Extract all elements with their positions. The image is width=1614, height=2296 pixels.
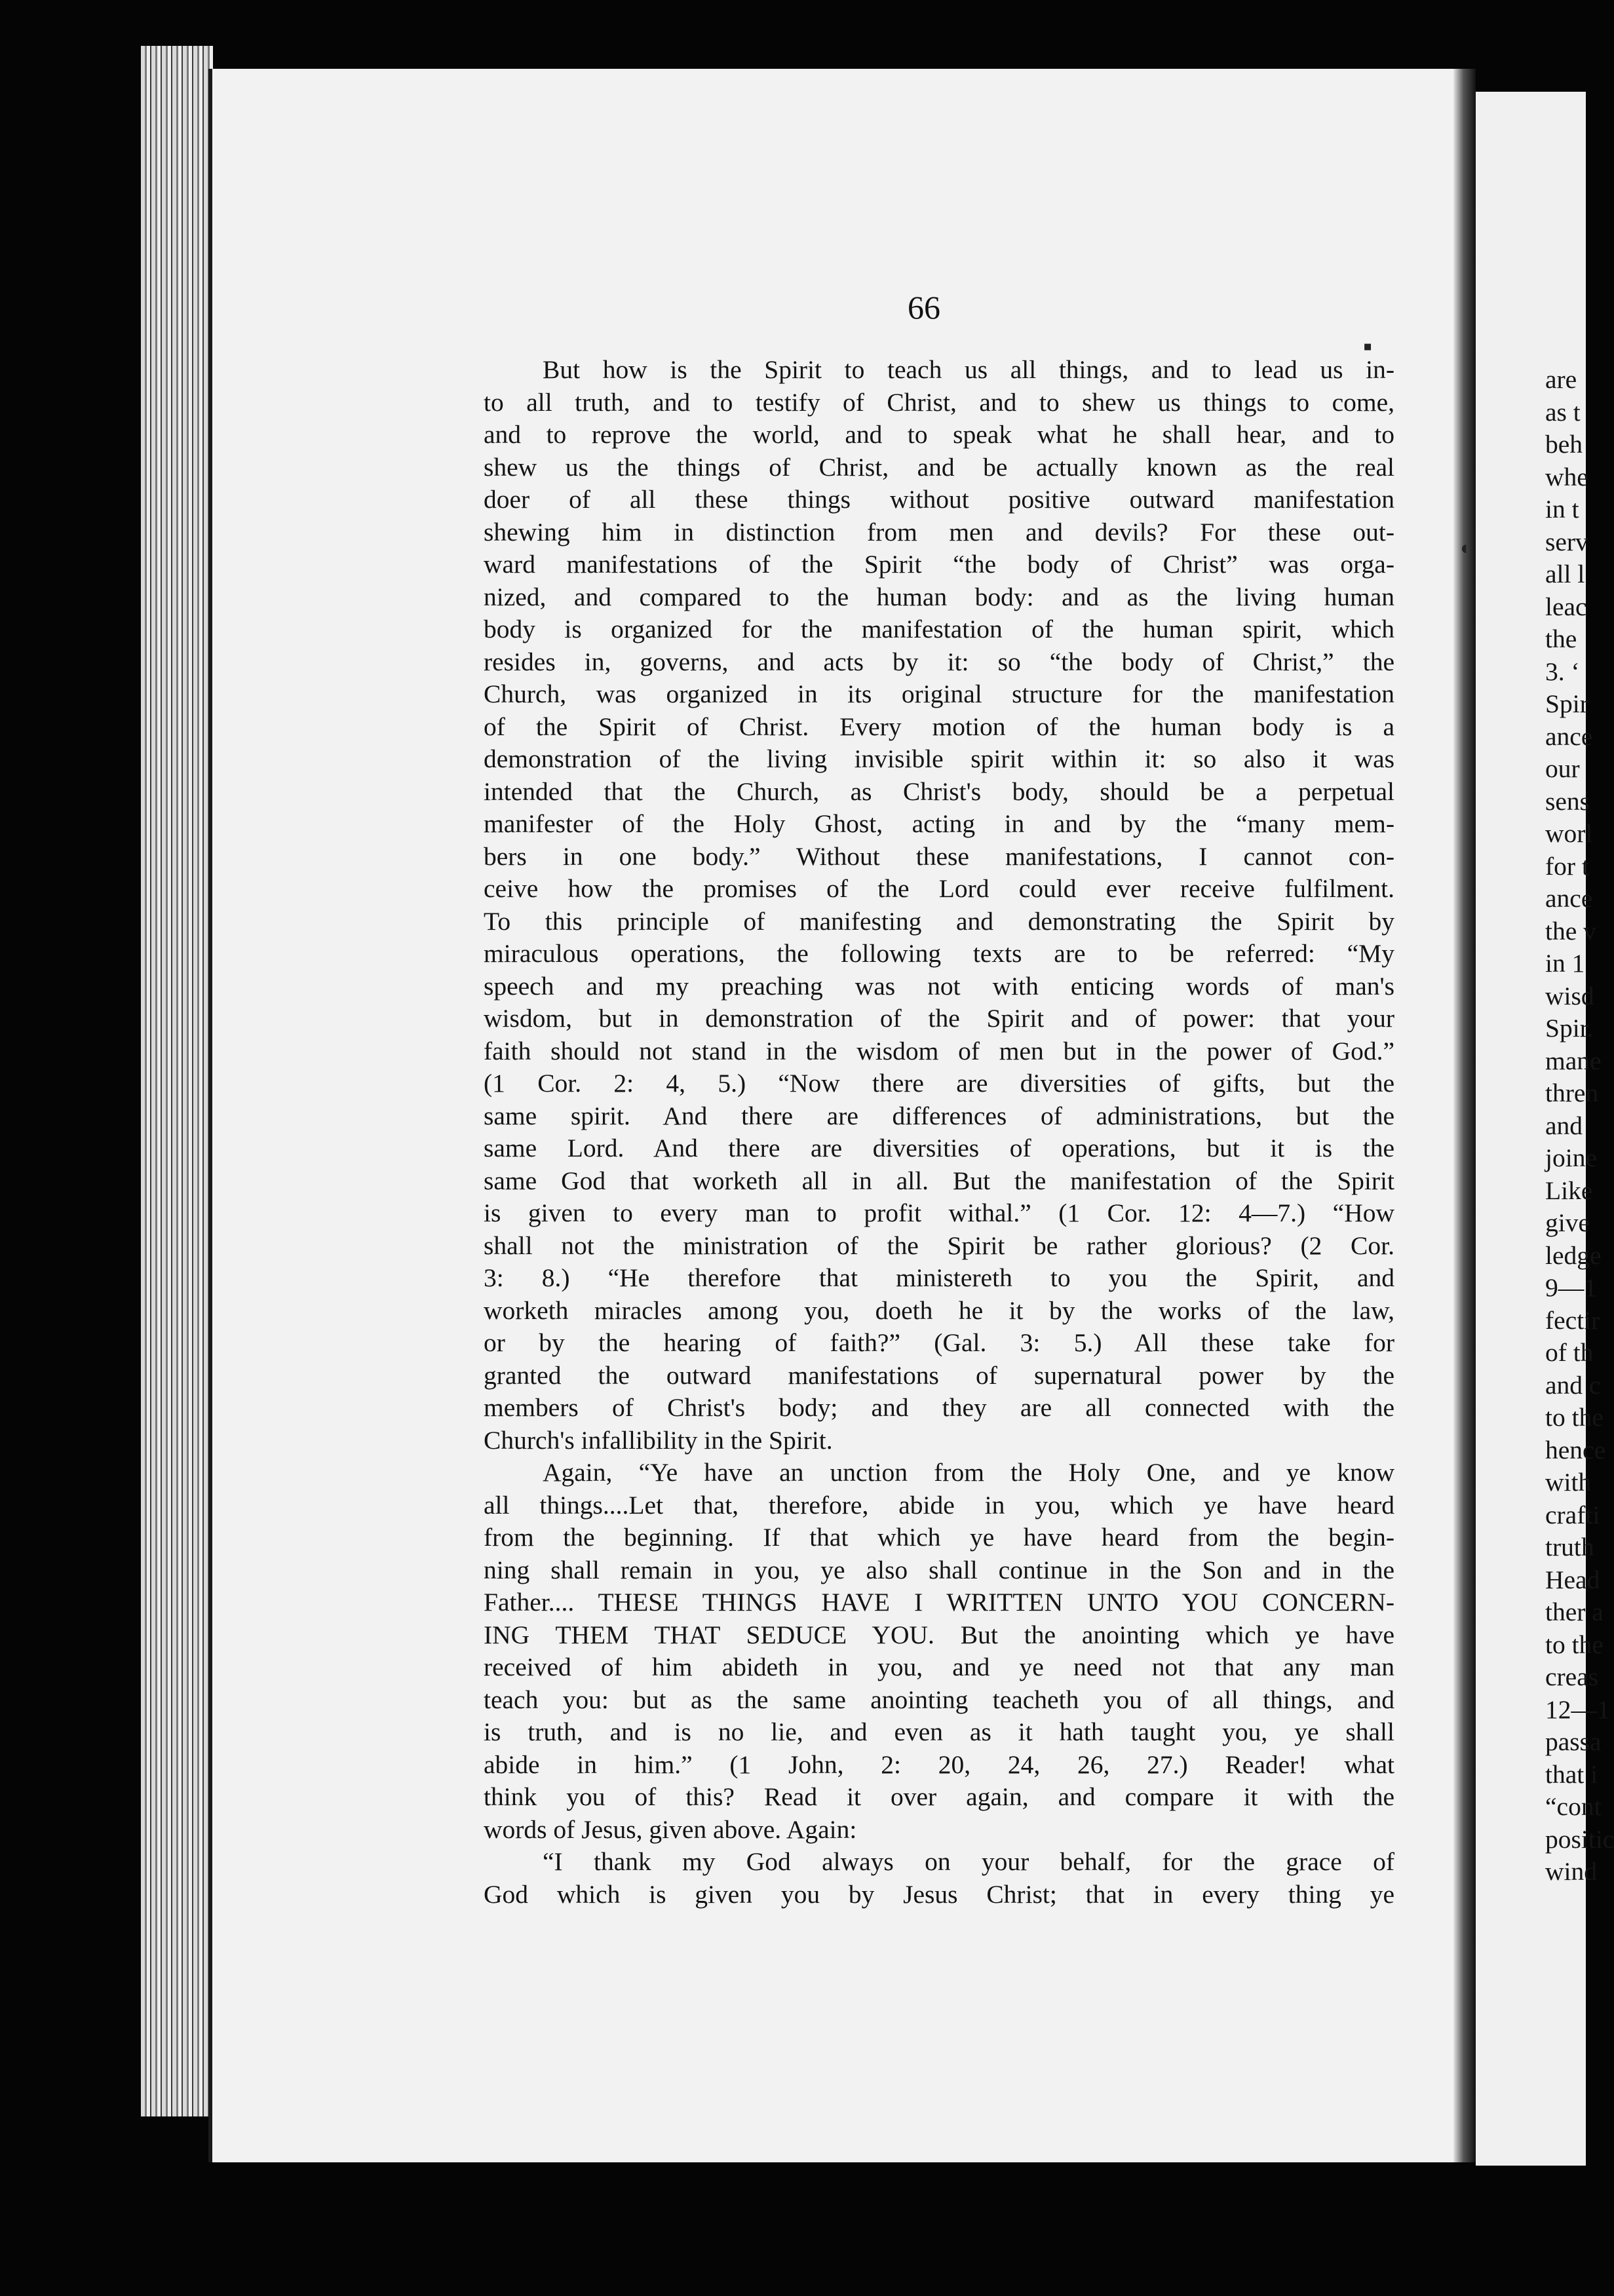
right-page-fragment: fectir xyxy=(1545,1305,1600,1335)
page-edges xyxy=(141,46,213,2116)
text-line: bers in one body.” Without these manifestations, I cannot con- xyxy=(484,841,1394,871)
right-page-fragment: for t xyxy=(1545,851,1589,881)
text-line: To this principle of manifesting and demonstrating the Spirit by xyxy=(484,906,1394,936)
right-page-fragment: truth xyxy=(1545,1533,1594,1561)
right-page-fragment: sens xyxy=(1545,786,1590,816)
right-page-fragment: 9—1 xyxy=(1545,1273,1597,1302)
text-line: ceive how the promises of the Lord could ever receive fulfilment. xyxy=(484,874,1394,903)
main-text-block xyxy=(484,354,1394,1911)
right-page-fragment: to the xyxy=(1545,1630,1604,1659)
right-page-fragment: all l xyxy=(1545,560,1585,588)
text-line: resides in, governs, and acts by it: so “the body of Christ,” the xyxy=(484,647,1394,676)
right-page-fragment: of th xyxy=(1545,1338,1594,1367)
text-line: is given to every man to profit withal.” (1 Cor. 12: 4—7.) “How xyxy=(484,1198,1394,1227)
text-line: from the beginning. If that which ye have heard from the begin- xyxy=(484,1523,1394,1552)
text-line: shewing him in distinction from men and devils? For these out- xyxy=(484,517,1394,546)
right-page-fragment: leac xyxy=(1545,592,1587,621)
right-page-fragment: crafti xyxy=(1545,1500,1600,1529)
text-line: same spirit. And there are differences of administrations, but the xyxy=(484,1101,1394,1130)
right-page-fragment: hence xyxy=(1545,1435,1606,1464)
right-page-fragment: 12—1 xyxy=(1545,1694,1610,1724)
right-page-fragment: beh xyxy=(1545,430,1583,459)
text-line: speech and my preaching was not with enticing words of man's xyxy=(484,971,1394,1001)
right-page-fragment: wind xyxy=(1545,1857,1597,1886)
text-line: body is organized for the manifestation of the human spirit, which xyxy=(484,615,1394,643)
text-line: or by the hearing of faith?” (Gal. 3: 5.) All these take for xyxy=(484,1328,1394,1357)
text-line: nized, and compared to the human body: and as the living human xyxy=(484,582,1394,611)
right-page-fragment: Like xyxy=(1545,1176,1593,1205)
right-page-fragment: are xyxy=(1545,365,1577,394)
text-line: (1 Cor. 2: 4, 5.) “Now there are diversities of gifts, but the xyxy=(484,1069,1394,1098)
right-page-text-fragments xyxy=(1545,364,1614,1888)
right-page-fragment: as t xyxy=(1545,397,1581,427)
right-page-fragment: with xyxy=(1545,1468,1592,1497)
text-line: intended that the Church, as Christ's body, should be a perpetual xyxy=(484,776,1394,806)
right-page-fragment: in t xyxy=(1545,495,1579,524)
text-line: Father.... THESE THINGS HAVE I WRITTEN UNTO YOU CONCERN- xyxy=(484,1588,1394,1617)
text-line: words of Jesus, given above. Again: xyxy=(484,1814,857,1844)
right-page-fragment: the v xyxy=(1545,916,1596,946)
right-page-fragment: positic xyxy=(1545,1824,1614,1854)
text-line: God which is given you by Jesus Christ; that in every thing ye xyxy=(484,1879,1394,1909)
right-page-fragment: thren xyxy=(1545,1079,1599,1107)
book-gutter xyxy=(1453,69,1476,2162)
text-line: received of him abideth in you, and ye need not that any man xyxy=(484,1653,1394,1681)
ink-speck: ▪ xyxy=(1363,332,1373,361)
text-line: shall not the ministration of the Spirit be rather glorious? (2 Cor. xyxy=(484,1231,1394,1260)
right-page-fragment: Spir xyxy=(1545,689,1588,718)
right-page-fragment: that i xyxy=(1545,1759,1598,1789)
text-line: same Lord. And there are diversities of operations, but it is the xyxy=(484,1134,1394,1162)
right-page-fragment: “cont xyxy=(1545,1792,1602,1821)
right-page-fragment: ance xyxy=(1545,884,1593,913)
binding-clip-mark: ◖ xyxy=(1458,537,1470,559)
right-page-fragment: wisd xyxy=(1545,981,1594,1010)
right-page-fragment: 3. ‘ xyxy=(1545,657,1580,686)
text-line: miraculous operations, the following texts are to be referred: “My xyxy=(484,939,1394,968)
right-page-fragment: and c xyxy=(1545,1370,1601,1400)
right-page-fragment: and xyxy=(1545,1111,1583,1140)
text-line: ward manifestations of the Spirit “the body of Christ” was orga- xyxy=(484,550,1394,579)
text-line: all things....Let that, therefore, abide in you, which ye have heard xyxy=(484,1490,1394,1520)
right-page-fragment: in 1 xyxy=(1545,949,1585,978)
right-page-fragment: Spir. xyxy=(1545,1014,1594,1043)
right-page-fragment: our xyxy=(1545,754,1580,783)
right-page-fragment: serv xyxy=(1545,527,1588,556)
text-line: granted the outward manifestations of supernatural power by the xyxy=(484,1360,1394,1390)
text-line: teach you: but as the same anointing teacheth you of all things, and xyxy=(484,1685,1394,1714)
text-line: doer of all these things without positive outward manifestation xyxy=(484,485,1394,514)
text-line: demonstration of the living invisible spirit within it: so also it was xyxy=(484,744,1394,773)
right-page-fragment: ance xyxy=(1545,721,1593,751)
text-line: But how is the Spirit to teach us all things, and to lead us in- xyxy=(543,355,1394,384)
right-page-fragment: ledge xyxy=(1545,1240,1602,1270)
text-line: members of Christ's body; and they are all connected with the xyxy=(484,1393,1394,1422)
right-page-fragment: ther a xyxy=(1545,1598,1604,1626)
right-page-fragment: passa xyxy=(1545,1727,1602,1756)
text-line: shew us the things of Christ, and be actually known as the real xyxy=(484,452,1394,482)
text-line: of the Spirit of Christ. Every motion of the human body is a xyxy=(484,712,1394,741)
right-page-fragment: give xyxy=(1545,1208,1590,1237)
right-page-fragment: joine xyxy=(1545,1143,1597,1172)
right-page-fragment: to the xyxy=(1545,1403,1604,1432)
text-line: manifester of the Holy Ghost, acting in and by the “many mem- xyxy=(484,809,1394,838)
text-line: 3: 8.) “He therefore that ministereth to you the Spirit, and xyxy=(484,1263,1394,1292)
text-line: worketh miracles among you, doeth he it by the works of the law, xyxy=(484,1295,1394,1325)
right-page-fragment: the xyxy=(1545,624,1577,653)
text-line: Church, was organized in its original structure for the manifestation xyxy=(484,679,1394,708)
right-page-fragment: mane xyxy=(1545,1046,1602,1075)
text-line: faith should not stand in the wisdom of men but in the power of God.” xyxy=(484,1036,1394,1065)
right-page-fragment: worl xyxy=(1545,819,1593,848)
text-line: wisdom, but in demonstration of the Spirit and of power: that your xyxy=(484,1004,1394,1033)
right-page-fragment: Head xyxy=(1545,1565,1600,1594)
text-line: ING THEM THAT SEDUCE YOU. But the anointing which ye have xyxy=(484,1620,1394,1649)
right-page-fragment: whe xyxy=(1545,462,1588,491)
text-line: and to reprove the world, and to speak what he shall hear, and to xyxy=(484,420,1394,449)
text-line: “I thank my God always on your behalf, for the grace of xyxy=(543,1847,1394,1876)
text-line: ning shall remain in you, ye also shall continue in the Son and in the xyxy=(484,1555,1394,1584)
text-line: Again, “Ye have an unction from the Holy One, and ye know xyxy=(543,1458,1394,1487)
text-line: same God that worketh all in all. But the manifestation of the Spirit xyxy=(484,1166,1394,1195)
right-page-fragment: creas xyxy=(1545,1662,1599,1691)
text-line: Church's infallibility in the Spirit. xyxy=(484,1425,833,1455)
text-line: is truth, and is no lie, and even as it hath taught you, ye shall xyxy=(484,1717,1394,1746)
page-number: 66 xyxy=(908,289,940,326)
text-line: to all truth, and to testify of Christ, and to shew us things to come, xyxy=(484,387,1394,417)
text-line: abide in him.” (1 John, 2: 20, 24, 26, 27.) Reader! what xyxy=(484,1750,1394,1779)
text-line: think you of this? Read it over again, and compare it with the xyxy=(484,1782,1394,1811)
